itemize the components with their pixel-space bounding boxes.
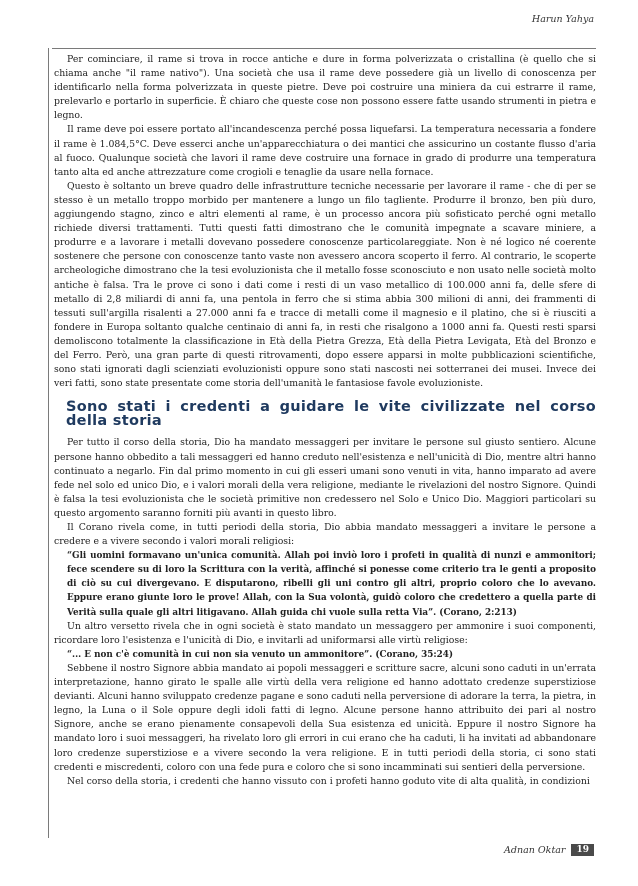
paragraph: Per tutto il corso della storia, Dio ha mandato messaggeri per invitare le persone sul giusto sentiero. Alcune persone hanno obbedito a tali messaggeri ed hanno creduto nell'esistenza e nell'unicità di Dio, mentre altri hanno continuato a negarlo. Fin dal primo momento in cui gli esseri umani sono venuti in vita, hanno imparato ad avere fede nel solo ed unico Dio, e i valori morali della vera religione, mediante le rivelazioni del nostro Signore. Quindi è falsa la tesi evoluzionista che le società primitive non credessero nel Solo e Unico Dio. Maggiori particolari su questo argomento saranno forniti più avanti in questo libro. (54, 437, 596, 519)
body-text (54, 53, 596, 789)
paragraph: Per cominciare, il rame si trova in rocce antiche e dure in forma polverizzata o cristallina (è quello che si chiama anche "il rame nativo"). Una società che usa il rame deve possedere già un livello di conoscenza per identificarlo nella forma polverizzata in queste pietre. Deve poi costruire una miniera da cui estrarre il rame, prelevarlo e portarlo in superficie. È chiaro che queste cose non possono essere fatte usando strumenti in pietra e legno. (54, 54, 596, 122)
page-number: 19 (571, 844, 594, 856)
section-heading: Sono stati i credenti a guidare le vite civilizzate nel corso della storia (66, 399, 596, 430)
quran-quote: “Gli uomini formavano un'unica comunità. Allah poi inviò loro i profeti in qualità di nunzi e ammonitori; fece scendere su di loro la Scrittura con la verità, affinché si ponesse come criterio tra le genti a proposito di ciò su cui divergevano. E disputarono, ribelli gli uni contro gli altri, proprio coloro che lo avevano. Eppure erano giunte loro le prove! Allah, con la Sua volontà, guidò coloro che credettero a quella parte di Verità sulla quale gli altri litigavano. Allah guida chi vuole sulla retta Via”. (Corano, 2:213) (67, 551, 596, 618)
paragraph: Il Corano rivela come, in tutti periodi della storia, Dio abbia mandato messaggeri a invitare le persone a credere e a vivere secondo i valori morali religiosi: (54, 522, 596, 548)
quran-quote: “... E non c'è comunità in cui non sia venuto un ammonitore”. (Corano, 35:24) (67, 649, 453, 660)
paragraph: Nel corso della storia, i credenti che hanno vissuto con i profeti hanno goduto vite di alta qualità, in condizioni (67, 775, 590, 787)
running-header-author: Harun Yahya (531, 14, 594, 25)
paragraph: Un altro versetto rivela che in ogni società è stato mandato un messaggero per ammonire i suoi componenti, ricordare loro l'esistenza e l'unicità di Dio, e invitarli ad uniformarsi alle virtù religiose: (54, 620, 596, 646)
paragraph: Sebbene il nostro Signore abbia mandato ai popoli messaggeri e scritture sacre, alcuni sono caduti in un'errata interpretazione, hanno girato le spalle alle virtù della vera religione ed hanno adottato credenze superstiziose devianti. Alcuni hanno sviluppato credenze pagane e sono caduti nella perversione di adorare la terra, la pietra, in legno, la Luna o il Sole oppure degli idoli fatti di legno. Alcune persone hanno attribuito dei pari al nostro Signore, anche se erano pienamente consapevoli della Sua esistenza ed unicità. Eppure il nostro Signore ha mandato loro i suoi messaggeri, ha rivelato loro gli errori in cui erano che ha caduti, li ha invitati ad abbandonare loro credenze superstiziose e a vivere secondo la vera religione. E in tutti periodi della storia, ci sono stati credenti e miscredenti, coloro con una fede pura e coloro che si sono incamminati sui sentieri della perversione. (54, 662, 596, 773)
paragraph: Questo è soltanto un breve quadro delle infrastrutture tecniche necessarie per lavorare il rame - che di per se stesso è un metallo troppo morbido per mantenere a lungo un filo tagliente. Produrre il bronzo, ben più duro, aggiungendo stagno, zinco e altri elementi al rame, è un processo ancora più sofisticato perché ogni metallo richiede diversi trattamenti. Tutti questi fatti dimostrano che le comunità impegnate a scavare miniere, a produrre e a lavorare i metalli dovevano possedere conoscenze particolareggiate. Non è né logico né coerente sostenere che persone con conoscenze tanto vaste non avessero ancora scoperto il ferro. Al contrario, le scoperte archeologiche dimostrano che la tesi evoluzionista che il metallo fosse sconosciuto e non usato nelle società molto antiche è falsa. Tra le prove ci sono i dati come i resti di un vaso metallico di 100.000 anni fa, delle sfere di metallo di 2,8 miliardi di anni fa, una pentola in ferro che si stima abbia 300 milioni di anni, dei frammenti di tessuti sull'argilla risalenti a 27.000 anni fa e tracce di metalli come il magnesio e il platino, che si è riusciti a fondere in Europa soltanto qualche centinaio di anni fa, in resti che risalgono a 1000 anni fa. Questi resti sparsi demoliscono totalmente la classificazione in Età della Pietra Grezza, Età della Pietra Levigata, Età del Bronzo e del Ferro. Però, una gran parte di questi ritrovamenti, dopo essere apparsi in molte pubblicazioni scientifiche, sono stati ignorati dagli scienziati evoluzionisti oppure sono stati nascosti nei sotterranei dei musei. Invece dei veri fatti, sono state presentate come storia dell'umanità le fantasiose favole evoluzioniste. (54, 180, 596, 390)
footer-author: Adnan Oktar (504, 844, 566, 856)
top-rule (52, 48, 596, 49)
left-rule (48, 48, 49, 838)
page-footer (504, 844, 594, 856)
paragraph: Il rame deve poi essere portato all'incandescenza perché possa liquefarsi. La temperatura necessaria a fondere il rame è 1.084,5°C. Deve esserci anche un'apparecchiatura o dei mantici che assicurino un costante flusso d'aria al fuoco. Qualunque società che lavori il rame deve costruire una fornace in grado di produrre una temperatura tanto alta ed anche attrezzature come crogioli e tenaglie da usare nella fornace. (54, 124, 596, 178)
